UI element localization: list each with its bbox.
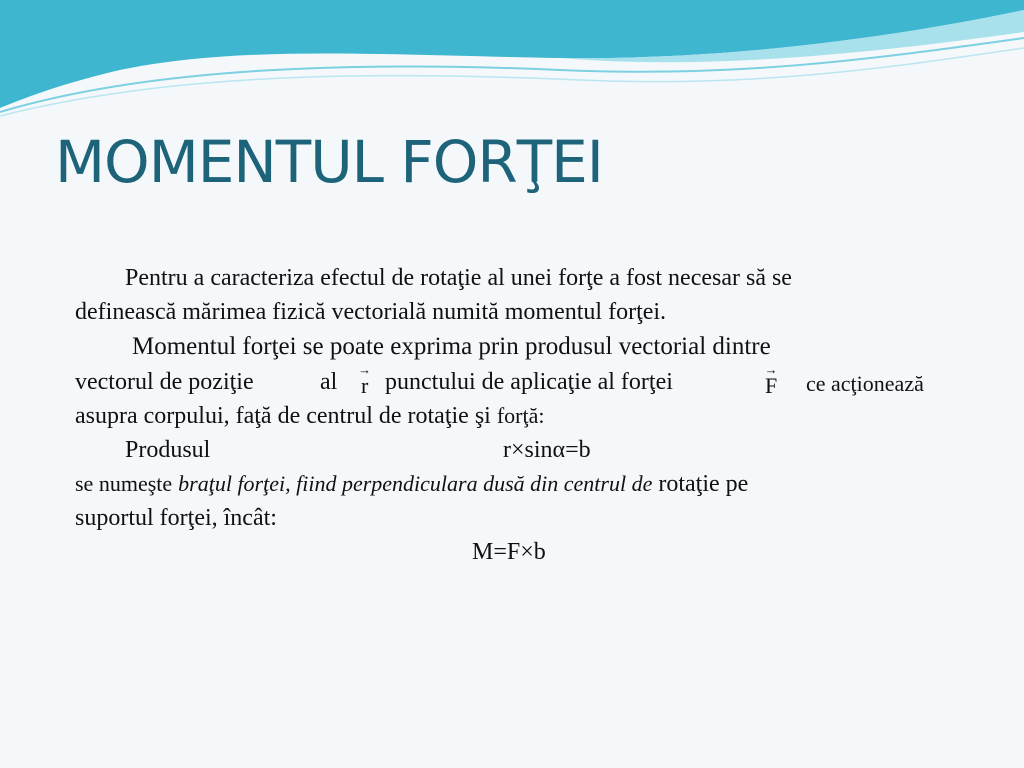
vector-r-symbol bbox=[358, 362, 372, 400]
paragraph3-called: se numeşte bbox=[75, 471, 173, 496]
paragraph2-line1: Momentul forţei se poate exprima prin produsul vectorial dintre bbox=[132, 333, 771, 360]
product-formula: r×sinα=b bbox=[503, 437, 591, 463]
paragraph1-line2: definească mărimea fizică vectorială numită momentul forţei. bbox=[75, 299, 667, 325]
paragraph2-line3 bbox=[75, 402, 544, 430]
vector-arrow-icon: → bbox=[358, 362, 372, 377]
paragraph2-word-al: al bbox=[320, 369, 338, 395]
wave-decoration bbox=[0, 0, 1024, 120]
paragraph3-rotation: rotaţie pe bbox=[658, 471, 749, 497]
paragraph2-line3-force: forţă: bbox=[496, 403, 545, 428]
final-formula: M=F×b bbox=[472, 539, 546, 565]
paragraph2-acts: ce acţionează bbox=[806, 371, 924, 396]
vector-r-letter: r bbox=[361, 373, 369, 398]
vector-f-symbol bbox=[764, 362, 778, 400]
vector-f-letter: F bbox=[765, 373, 778, 398]
vector-arrow-icon: → bbox=[764, 362, 778, 377]
wave-shape-dark bbox=[0, 0, 1024, 108]
paragraph2-application-point: punctului de aplicaţie al forţei bbox=[385, 369, 673, 395]
product-label: Produsul bbox=[125, 437, 211, 463]
paragraph1-line1: Pentru a caracteriza efectul de rotaţie al unei forţe a fost necesar să se bbox=[125, 265, 792, 291]
paragraph2-line3-text: asupra corpului, faţă de centrul de rotaţie şi bbox=[75, 403, 491, 429]
paragraph2-line2 bbox=[75, 368, 254, 396]
paragraph3-line1 bbox=[75, 470, 748, 498]
position-vector-label: vectorul de poziţie bbox=[75, 369, 254, 395]
paragraph3-line2: suportul forţei, încât: bbox=[75, 505, 277, 531]
slide-title: MOMENTUL FORŢEI bbox=[55, 128, 603, 196]
paragraph3-lever-arm: braţul forţei, fiind perpendiculara dusă din centrul de bbox=[178, 471, 653, 496]
